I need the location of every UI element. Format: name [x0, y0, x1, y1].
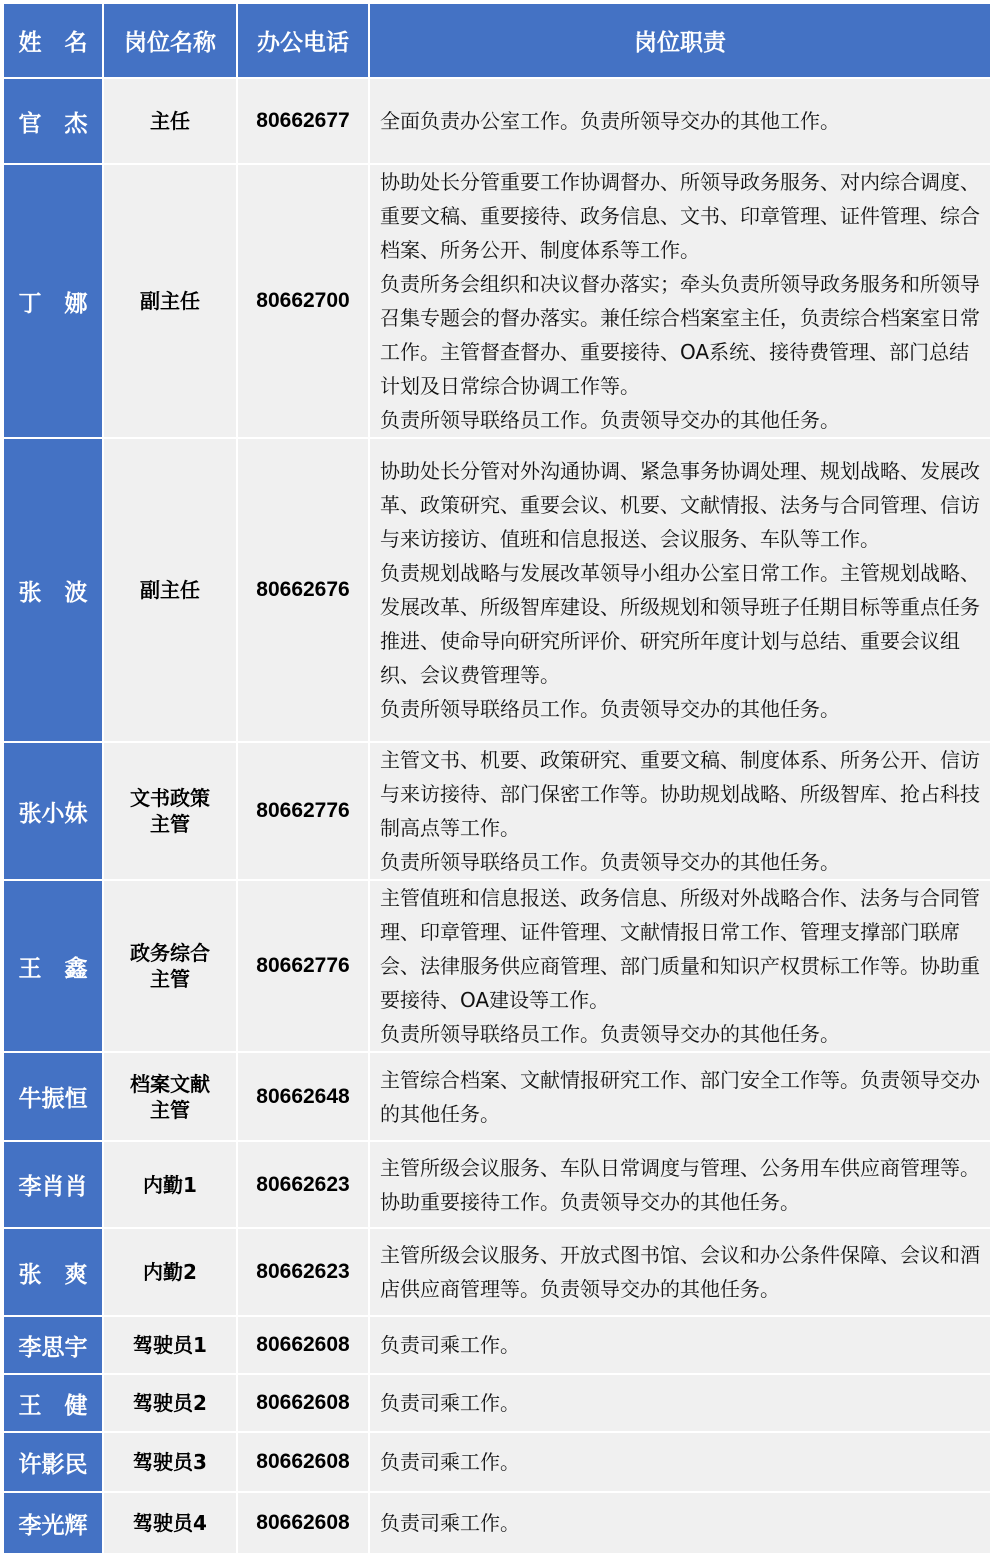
table-row: [3, 880, 991, 1052]
staff-position-text: 主任: [150, 109, 190, 133]
staff-duty: [369, 1492, 991, 1554]
duty-paragraph: 主管文书、机要、政策研究、重要文稿、制度体系、所务公开、信访与来访接待、部门保密工作等。协助规划战略、所级智库、抢占科技制高点等工作。: [380, 748, 980, 840]
duty-paragraph: 负责所领导联络员工作。负责领导交办的其他任务。: [380, 408, 840, 432]
staff-name: 李肖肖: [3, 1141, 103, 1228]
staff-duty: [369, 1432, 991, 1492]
staff-position: [103, 1052, 237, 1141]
duty-paragraph: 负责司乘工作。: [380, 1450, 520, 1474]
staff-position-text: 内勤2: [143, 1260, 197, 1284]
staff-position-text: 文书政策主管: [130, 786, 210, 836]
duty-paragraph: 负责所领导联络员工作。负责领导交办的其他任务。: [380, 1022, 840, 1046]
staff-position-text: 副主任: [140, 289, 200, 313]
staff-duty: [369, 880, 991, 1052]
table-row: [3, 1052, 991, 1141]
staff-phone: 80662608: [237, 1316, 369, 1374]
duty-paragraph: 协助处长分管重要工作协调督办、所领导政务服务、对内综合调度、重要文稿、重要接待、政务信息、文书、印章管理、证件管理、综合档案、所务公开、制度体系等工作。: [380, 170, 980, 262]
table-row: [3, 1492, 991, 1554]
staff-name: 张 爽: [3, 1228, 103, 1316]
table-row: [3, 1141, 991, 1228]
header-duty: 岗位职责: [369, 3, 991, 78]
staff-phone: 80662776: [237, 742, 369, 880]
staff-duty: [369, 78, 991, 164]
staff-duty: [369, 164, 991, 438]
staff-duty: [369, 1052, 991, 1141]
table-row: [3, 78, 991, 164]
duty-paragraph: 主管综合档案、文献情报研究工作、部门安全工作等。负责领导交办的其他任务。: [380, 1067, 980, 1126]
duty-paragraph: 主管所级会议服务、车队日常调度与管理、公务用车供应商管理等。协助重要接待工作。负责领导交办的其他任务。: [380, 1155, 980, 1214]
staff-duty: [369, 742, 991, 880]
duty-paragraph: 负责司乘工作。: [380, 1391, 520, 1415]
table-body: [3, 78, 991, 1554]
staff-name: 许影民: [3, 1432, 103, 1492]
staff-name: 丁 娜: [3, 164, 103, 438]
staff-name: 王 健: [3, 1374, 103, 1432]
staff-position-text: 内勤1: [143, 1172, 197, 1197]
duty-paragraph: 负责所领导联络员工作。负责领导交办的其他任务。: [380, 697, 840, 721]
staff-name: 张 波: [3, 438, 103, 742]
staff-name: 官 杰: [3, 78, 103, 164]
table-row: [3, 1432, 991, 1492]
staff-name: 李光辉: [3, 1492, 103, 1554]
staff-phone: 80662608: [237, 1432, 369, 1492]
staff-position: [103, 1374, 237, 1432]
staff-position: [103, 1492, 237, 1554]
duty-paragraph: 负责所务会组织和决议督办落实；牵头负责所领导政务服务和所领导召集专题会的督办落实。兼任综合档案室主任，负责综合档案室日常工作。主管督查督办、重要接待、OA系统、接待费管理、部门总结计划及日常综合协调工作等。: [380, 272, 980, 398]
staff-position: [103, 164, 237, 438]
staff-duty: [369, 1228, 991, 1316]
staff-position: [103, 1316, 237, 1374]
staff-phone: 80662776: [237, 880, 369, 1052]
header-row: [3, 3, 991, 78]
duty-paragraph: 全面负责办公室工作。负责所领导交办的其他工作。: [380, 109, 840, 133]
duty-paragraph: 协助处长分管对外沟通协调、紧急事务协调处理、规划战略、发展改革、政策研究、重要会议、机要、文献情报、法务与合同管理、信访与来访接访、值班和信息报送、会议服务、车队等工作。: [380, 459, 980, 551]
staff-name: 李思宇: [3, 1316, 103, 1374]
staff-position: [103, 78, 237, 164]
staff-phone: 80662648: [237, 1052, 369, 1141]
table-row: [3, 164, 991, 438]
staff-phone: 80662700: [237, 164, 369, 438]
staff-phone: 80662608: [237, 1492, 369, 1554]
staff-position-text: 驾驶员1: [133, 1333, 207, 1357]
table-row: [3, 742, 991, 880]
staff-name: 张小妹: [3, 742, 103, 880]
staff-position-text: 档案文献主管: [130, 1071, 210, 1122]
table-row: [3, 1374, 991, 1432]
staff-duty: [369, 1141, 991, 1228]
table-row: [3, 1228, 991, 1316]
staff-position-text: 副主任: [140, 578, 200, 602]
duty-paragraph: 主管所级会议服务、开放式图书馆、会议和办公条件保障、会议和酒店供应商管理等。负责领导交办的其他任务。: [380, 1243, 980, 1301]
staff-phone: 80662623: [237, 1141, 369, 1228]
header-name: 姓 名: [3, 3, 103, 78]
staff-position: [103, 1432, 237, 1492]
table-row: [3, 438, 991, 742]
staff-name: 牛振恒: [3, 1052, 103, 1141]
staff-phone: 80662608: [237, 1374, 369, 1432]
staff-duty-table: [2, 2, 992, 1555]
duty-paragraph: 负责所领导联络员工作。负责领导交办的其他任务。: [380, 850, 840, 874]
staff-position-text: 政务综合主管: [130, 941, 210, 991]
staff-duty: [369, 1316, 991, 1374]
header-position: 岗位名称: [103, 3, 237, 78]
staff-position: [103, 1228, 237, 1316]
staff-duty: [369, 1374, 991, 1432]
staff-phone: 80662677: [237, 78, 369, 164]
table-header: [3, 3, 991, 78]
duty-paragraph: 主管值班和信息报送、政务信息、所级对外战略合作、法务与合同管理、印章管理、证件管理、文献情报日常工作、管理支撑部门联席会、法律服务供应商管理、部门质量和知识产权贯标工作等。协助重要接待、OA建设等工作。: [380, 886, 980, 1012]
duty-paragraph: 负责司乘工作。: [380, 1333, 520, 1357]
duty-paragraph: 负责规划战略与发展改革领导小组办公室日常工作。主管规划战略、发展改革、所级智库建设、所级规划和领导班子任期目标等重点任务推进、使命导向研究所评价、研究所年度计划与总结、重要会议组织、会议费管理等。: [380, 561, 980, 687]
staff-position: [103, 438, 237, 742]
staff-name: 王 鑫: [3, 880, 103, 1052]
staff-position-text: 驾驶员3: [133, 1450, 207, 1474]
staff-duty: [369, 438, 991, 742]
staff-position: [103, 1141, 237, 1228]
staff-position-text: 驾驶员4: [133, 1511, 207, 1535]
header-phone: 办公电话: [237, 3, 369, 78]
staff-position-text: 驾驶员2: [133, 1391, 207, 1415]
staff-position: [103, 880, 237, 1052]
staff-phone: 80662623: [237, 1228, 369, 1316]
duty-paragraph: 负责司乘工作。: [380, 1511, 520, 1535]
table-row: [3, 1316, 991, 1374]
staff-position: [103, 742, 237, 880]
staff-phone: 80662676: [237, 438, 369, 742]
